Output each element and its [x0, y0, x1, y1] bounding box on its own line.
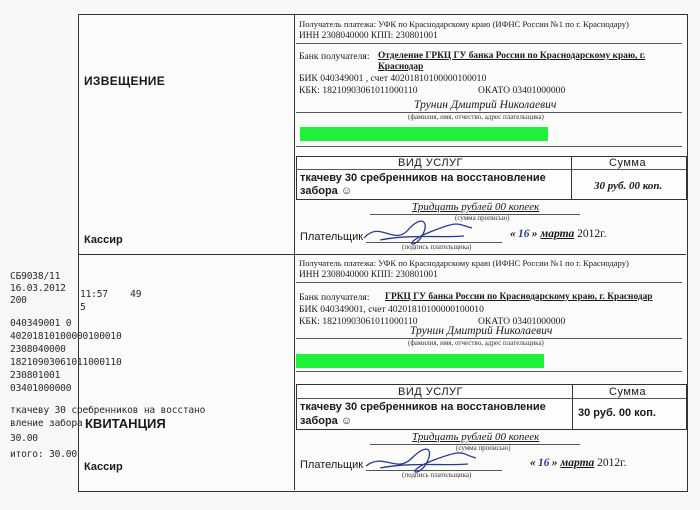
notice-date	[510, 228, 606, 240]
notice-recipient: Получатель платежа: УФК по Краснодарскому краю (ИФНС России №1 по г. Краснодару)	[299, 19, 629, 29]
bank-stamp-line6: 2308040000	[10, 344, 66, 355]
receipt-bank-name: ГРКЦ ГУ банка России по Краснодарскому краю, г. Краснодар	[385, 292, 653, 302]
receipt-services-header: ВИД УСЛУГ	[398, 386, 463, 398]
receipt-payer-name: Трунин Дмитрий Николаевич	[410, 325, 553, 337]
receipt-inn-kpp: ИНН 2308040000 КПП: 230801001	[299, 270, 438, 280]
receipt-service-line2: забора ☺	[300, 415, 353, 427]
receipt-title: КВИТАНЦИЯ	[85, 416, 166, 431]
receipt-bank-label: Банк получателя:	[299, 292, 370, 303]
receipt-table-header-line	[296, 398, 686, 399]
notice-service-line1: ткачеву 30 сребренников на восстановление	[300, 172, 546, 184]
receipt-recipient-underline	[296, 282, 682, 283]
notice-bank-name-line1: Отделение ГРКЦ ГУ банка России по Краснодарскому краю, г.	[378, 51, 646, 61]
bank-stamp-line13: итого: 30.00	[10, 449, 77, 460]
bank-stamp-line11: вление забора	[10, 418, 83, 429]
notice-amount-words-caption: (сумма прописью)	[455, 214, 510, 222]
notice-okato: ОКАТО 03401000000	[478, 85, 566, 96]
receipt-amount: 30 руб. 00 коп.	[578, 407, 656, 419]
notice-redacted-address	[300, 127, 548, 141]
notice-signature-scribble	[360, 216, 480, 246]
notice-cashier-label: Кассир	[84, 234, 123, 246]
notice-services-header: ВИД УСЛУГ	[398, 157, 463, 169]
bank-stamp-line7: 18210903061011000110	[10, 357, 122, 368]
bank-stamp-line3: 200	[10, 295, 27, 306]
receipt-address-underline	[296, 371, 682, 372]
notice-signature-caption: (подпись плательщика)	[402, 243, 472, 251]
receipt-date-month: марта	[560, 457, 595, 469]
receipt-amount-words: Тридцать рублей 00 копеек	[412, 431, 540, 443]
notice-amount: 30 руб. 00 коп.	[594, 180, 663, 192]
receipt-kbk: КБК: 18210903061011000110	[299, 316, 418, 327]
notice-service-line2: забора ☺	[300, 185, 353, 197]
bank-stamp-line8: 230801001	[10, 370, 61, 381]
notice-table-header-line	[296, 169, 686, 170]
receipt-redacted-address	[296, 354, 544, 368]
notice-date-year: 2012г.	[577, 228, 607, 240]
receipt-payer-caption: (фамилия, имя, отчество, адрес плательщика)	[408, 339, 544, 347]
notice-title: ИЗВЕЩЕНИЕ	[84, 74, 166, 88]
notice-date-close-quote: »	[531, 228, 538, 240]
notice-amount-words: Тридцать рублей 00 копеек	[412, 201, 540, 213]
bank-stamp-line10: ткачеву 30 сребренников на восстано	[10, 405, 206, 416]
receipt-service-line1: ткачеву 30 сребренников на восстановление	[300, 401, 546, 413]
receipt-sum-header: Сумма	[609, 386, 647, 398]
receipt-table-col-divider	[572, 384, 573, 429]
receipt-date	[530, 457, 626, 469]
receipt-recipient: Получатель платежа: УФК по Краснодарскому краю (ИФНС России №1 по г. Краснодару)	[299, 258, 629, 268]
notice-inn-kpp: ИНН 2308040000 КПП: 230801001	[299, 31, 438, 41]
receipt-bik: БИК 040349001, счет 40201810100000100010	[299, 304, 484, 315]
left-column-divider	[294, 14, 295, 490]
receipt-payer-label: Плательщик	[300, 459, 364, 471]
receipt-date-close-quote: »	[551, 457, 558, 469]
notice-date-month: марта	[540, 228, 575, 240]
receipt-date-day: 16	[538, 457, 550, 469]
notice-bank-label: Банк получателя:	[299, 51, 370, 62]
notice-payer-label: Плательщик	[300, 231, 364, 243]
notice-bik: БИК 040349001 , счет 40201810100000100010	[299, 73, 487, 84]
notice-bank-name-line2: Краснодар	[378, 62, 424, 72]
receipt-date-open-quote: «	[530, 457, 536, 469]
notice-address-underline	[296, 146, 682, 147]
receipt-date-year: 2012г.	[597, 457, 627, 469]
bank-stamp-line12: 30.00	[10, 433, 38, 444]
notice-recipient-underline	[296, 43, 682, 44]
notice-sum-header: Сумма	[609, 157, 647, 169]
receipt-signature-caption: (подпись плательщика)	[402, 471, 472, 479]
notice-payer-name: Трунин Дмитрий Николаевич	[414, 99, 557, 111]
bank-stamp-line2: 16.03.2012	[10, 283, 66, 294]
receipt-amount-words-caption: (сумма прописью)	[456, 444, 511, 452]
receipt-okato: ОКАТО 03401000000	[478, 316, 566, 327]
receipt-cashier-label: Кассир	[84, 461, 123, 473]
bank-stamp-line1: СБ9038/11	[10, 271, 61, 282]
notice-payer-caption: (фамилия, имя, отчество, адрес плательщика)	[408, 113, 544, 121]
notice-kbk: КБК: 18210903061011000110	[299, 85, 418, 96]
bank-stamp-line4: 040349001 0	[10, 318, 72, 329]
bank-stamp-line3b: 5	[80, 302, 86, 313]
bank-stamp-line9: 03401000000	[10, 383, 72, 394]
bank-stamp-line5: 40201810100000100010	[10, 331, 122, 342]
receipt-signature-scribble	[362, 446, 482, 476]
notice-table-col-divider	[571, 156, 572, 199]
notice-date-day: 16	[518, 228, 530, 240]
section-divider	[78, 254, 686, 255]
bank-stamp-line2b: 11:57 49	[80, 289, 142, 300]
notice-date-open-quote: «	[510, 228, 516, 240]
